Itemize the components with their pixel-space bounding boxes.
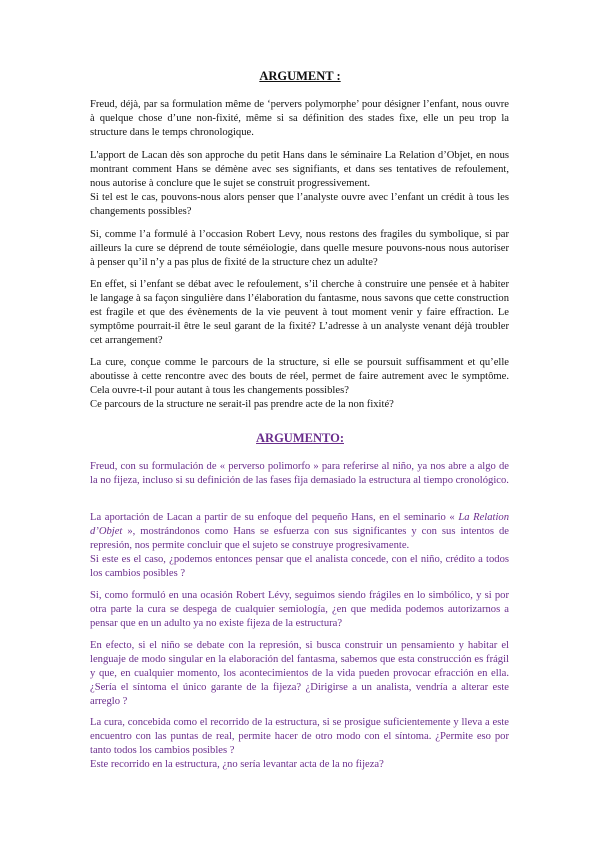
- spanish-paragraph-2: [90, 511, 509, 581]
- french-p1-text: Freud, déjà, par sa formulation même de ‘pervers polymorphe’ pour désigner l’enfant, nous ouvre à quelque chose d’une non-fixité, même si sa définition des stades fixe, elle un peu trop la structure dans le temps chronologique.: [90, 99, 509, 139]
- spanish-p4-text: En efecto, si el niño se debate con la represión, si busca construir un pensamiento y habitar el lenguaje de modo singular en la elaboración del fantasma, sabemos que esta construcción es frágil y que, en cualquier momento, los acontecimientos de la vida pueden provocar efracción en ella. ¿Sería el síntoma el único garante de la fijeza? ¿Dirigirse a un analista, vendría a alterar este arreglo ?: [90, 640, 509, 708]
- french-p2b-text: Si tel est le cas, pouvons-nous alors penser que l’analyste ouvre avec l’enfant un crédit à tous les changements possibles?: [90, 192, 509, 218]
- french-paragraph-4: [90, 278, 509, 348]
- french-p5b-text: Ce parcours de la structure ne serait-il pas prendre acte de la non fixité?: [90, 399, 394, 411]
- spanish-p5a-text: La cura, concebida como el recorrido de la estructura, si se prosigue suficientemente y lleva a este encuentro con las puntas de real, permite hacer de otro modo con el síntoma. ¿Permite eso por tanto todos los cambios posibles ?: [90, 717, 509, 757]
- spanish-p2a-pre: La aportación de Lacan a partir de su enfoque del pequeño Hans, en el seminario «: [90, 512, 459, 523]
- spanish-paragraph-3: [90, 589, 509, 631]
- spanish-paragraph-5: [90, 716, 509, 772]
- spanish-paragraph-1: [90, 460, 509, 488]
- spanish-paragraph-4: [90, 639, 509, 709]
- seminar-title: La Relation d’Objet: [90, 512, 509, 538]
- french-paragraph-2: [90, 149, 509, 219]
- spanish-p5b-text: Este recorrido en la estructura, ¿no sería levantar acta de la no fijeza?: [90, 759, 384, 771]
- french-p5a-text: La cure, conçue comme le parcours de la structure, si elle se poursuit suffisamment et qu’elle aboutisse à cette rencontre avec des bouts de réel, permet de faire autrement avec le symptôme. Cela ouvre-t-il pour autant à tous les changements possibles?: [90, 357, 509, 397]
- french-paragraph-1: [90, 98, 509, 140]
- spanish-p1-text: Freud, con su formulación de « perverso polimorfo » para referirse al niño, ya nos abre a algo de la no fijeza, incluso si su definición de las fases fija demasiado la estructura al tiempo cronológico.: [90, 461, 509, 487]
- french-p2a-text: L'apport de Lacan dès son approche du petit Hans dans le séminaire La Relation d’Objet, en nous montrant comment Hans se démène avec ses signifiants, et dans ses tentatives de refoulement, nous autorise à conclure que le sujet se construit progressivement.: [90, 150, 509, 190]
- spanish-p2a-line: [90, 511, 509, 553]
- french-heading: ARGUMENT :: [259, 69, 341, 83]
- spanish-p2b-text: Si este es el caso, ¿podemos entonces pensar que el analista concede, con el niño, crédito a todos los cambios posibles ?: [90, 554, 509, 580]
- french-p4-text: En effet, si l’enfant se débat avec le refoulement, s’il cherche à construire une pensée et à habiter le langage à sa façon singulière dans l’élaboration du fantasme, nous savons que cette construction est fragile et que des évènements de la vie peuvent à tout moment venir y faire effraction. Le symptôme pourrait-il être le seul garant de la fixité? L’adresse à un analyste venant déjà troubler cet arrangement?: [90, 279, 509, 347]
- french-paragraph-3: [90, 228, 509, 270]
- french-paragraph-5: [90, 356, 509, 412]
- french-p3-text: Si, comme l’a formulé à l’occasion Robert Levy, nous restons des fragiles du symbolique, si par ailleurs la cure se déprend de toute séméiologie, dans quelle mesure pouvons-nous nous autoriser à penser qu’il n’y a pas plus de fixité de la structure chez un adulte?: [90, 229, 509, 269]
- spanish-p3-text: Si, como formuló en una ocasión Robert Lévy, seguimos siendo frágiles en lo simbólico, y si por otra parte la cura se despega de cualquier semiología, ¿en que medida podemos autorizarnos a pensar que en un adulto ya no existe fijeza de la estructura?: [90, 590, 509, 630]
- spanish-p2a-post: », mostrándonos como Hans se esfuerza con sus significantes y con sus intentos de represión, nos permite concluir que el sujeto se construye progresivamente.: [90, 526, 509, 552]
- spanish-heading: ARGUMENTO:: [256, 431, 344, 445]
